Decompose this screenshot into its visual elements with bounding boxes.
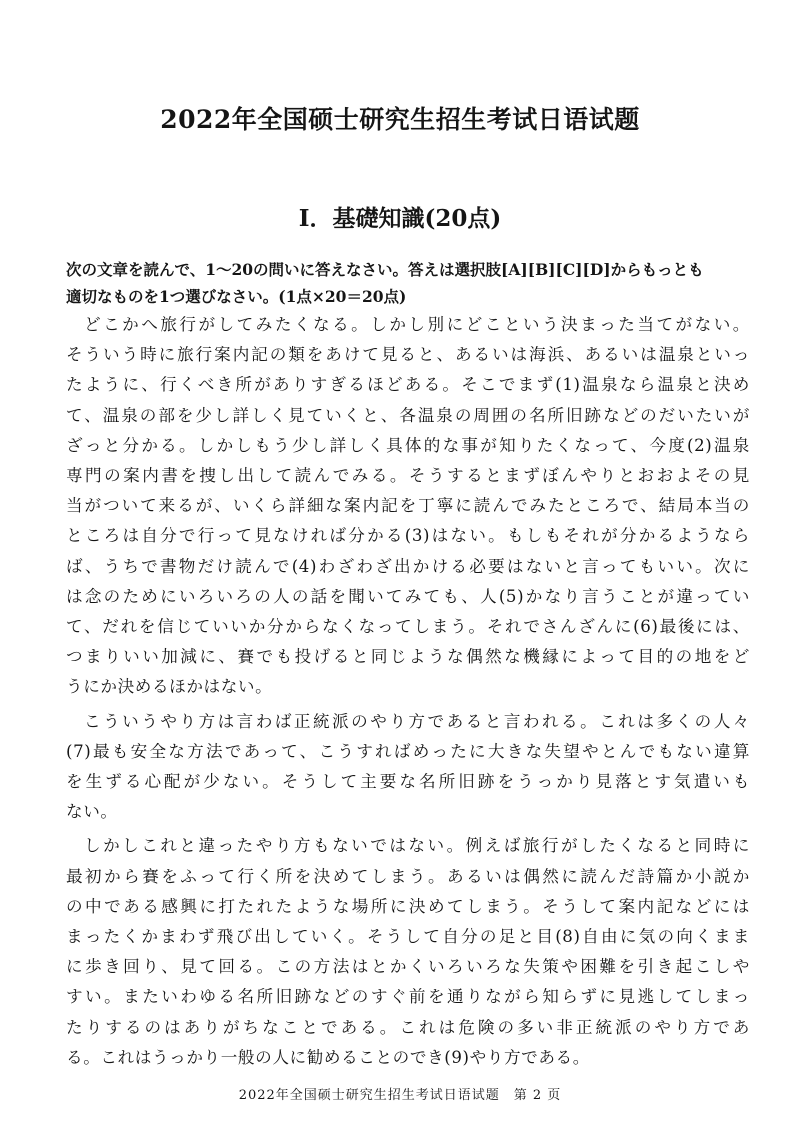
passage-line: て、温泉の部を少し詳しく見ていくと、各温泉の周囲の名所旧跡などのだいたいが — [66, 405, 750, 425]
paragraph-1 — [66, 310, 750, 703]
passage-line: に歩き回り、見て回る。この方法はとかくいろいろな失策や困難を引き起こしや — [66, 957, 750, 977]
passage-line: すい。またいわゆる名所旧跡などのすぐ前を通りながら知らずに見逃してしまっ — [66, 987, 750, 1007]
passage-line: ない。 — [66, 802, 118, 822]
passage-line: を生ずる心配が少ない。そうして主要な名所旧跡をうっかり見落とす気遣いも — [66, 772, 750, 792]
instruction-line: 次の文章を読んで、1～20の問いに答えなさい。答えは選択肢[A][B][C][D]からもっとも — [66, 260, 704, 279]
paragraph-3 — [66, 831, 750, 1073]
passage-line: つまりいい加減に、賽でも投げると同じような偶然な機縁によって目的の地をど — [66, 647, 750, 667]
reading-passage — [66, 310, 750, 1077]
passage-line: ざっと分かる。しかしもう少し詳しく具体的な事が知りたくなって、今度(2)温泉 — [66, 435, 750, 455]
instruction-line: 適切なものを1つ選びなさい。(1点×20＝20点) — [66, 287, 407, 306]
passage-line: る。これはうっかり一般の人に勧めることのでき(9)やり方である。 — [66, 1047, 590, 1067]
passage-line: うにか決めるほかはない。 — [66, 677, 273, 697]
passage-line: たりするのはありがちなことである。これは危険の多い非正統派のやり方であ — [66, 1017, 750, 1037]
passage-line: ば、うちで書物だけ読んで(4)わざわざ出かける必要はないと言ってもいい。次に — [66, 556, 750, 576]
passage-line: どこかへ旅行がしてみたくなる。しかし別にどこという決まった当てがない。 — [84, 315, 750, 334]
passage-line: 専門の案内書を捜し出して読んでみる。そうするとまずぼんやりとおおよその見 — [66, 466, 750, 486]
passage-line: しかしこれと違ったやり方もないではない。例えば旅行がしたくなると同時に — [84, 836, 750, 856]
passage-line: は念のためにいろいろの人の話を聞いてみても、人(5)かなり言うことが違ってい — [66, 586, 750, 606]
section-heading: Ⅰ．基礎知識(20点) — [298, 205, 502, 232]
passage-line: そういう時に旅行案内記の類をあけて見ると、あるいは海浜、あるいは温泉といっ — [66, 345, 750, 365]
paragraph-2 — [66, 707, 750, 828]
passage-line: ところは自分で行って見なければ分かる(3)はない。もしもそれが分かるようなら — [66, 526, 750, 546]
passage-line: て、だれを信じていいか分からなくなってしまう。それでさんざんに(6)最後には、 — [66, 617, 750, 637]
passage-line: まったくかまわず飛び出していく。そうして自分の足と目(8)自由に気の向くまま — [66, 927, 750, 947]
page-footer: 2022年全国硕士研究生招生考试日语试题 第 2 页 — [238, 1088, 562, 1103]
passage-line: たように、行くべき所がありすぎるほどある。そこでまず(1)温泉なら温泉と決め — [66, 375, 750, 395]
passage-line: 当がついて来るが、いくら詳細な案内記を丁寧に読んでみたところで、結局本当の — [66, 496, 750, 516]
page-title: 2022年全国硕士研究生招生考试日语试题 — [160, 105, 640, 134]
passage-line: こういうやり方は言わば正統派のやり方であると言われる。これは多くの人々 — [84, 711, 750, 731]
instructions — [66, 256, 746, 310]
passage-line: (7)最も安全な方法であって、こうすればめったに大きな失望やとんでもない違算 — [66, 741, 750, 761]
passage-line: の中である感興に打たれたような場所に決めてしまう。そうして案内記などには — [66, 896, 750, 916]
passage-line: 最初から賽をふって行く所を決めてしまう。あるいは偶然に読んだ詩篇か小説か — [66, 866, 750, 886]
